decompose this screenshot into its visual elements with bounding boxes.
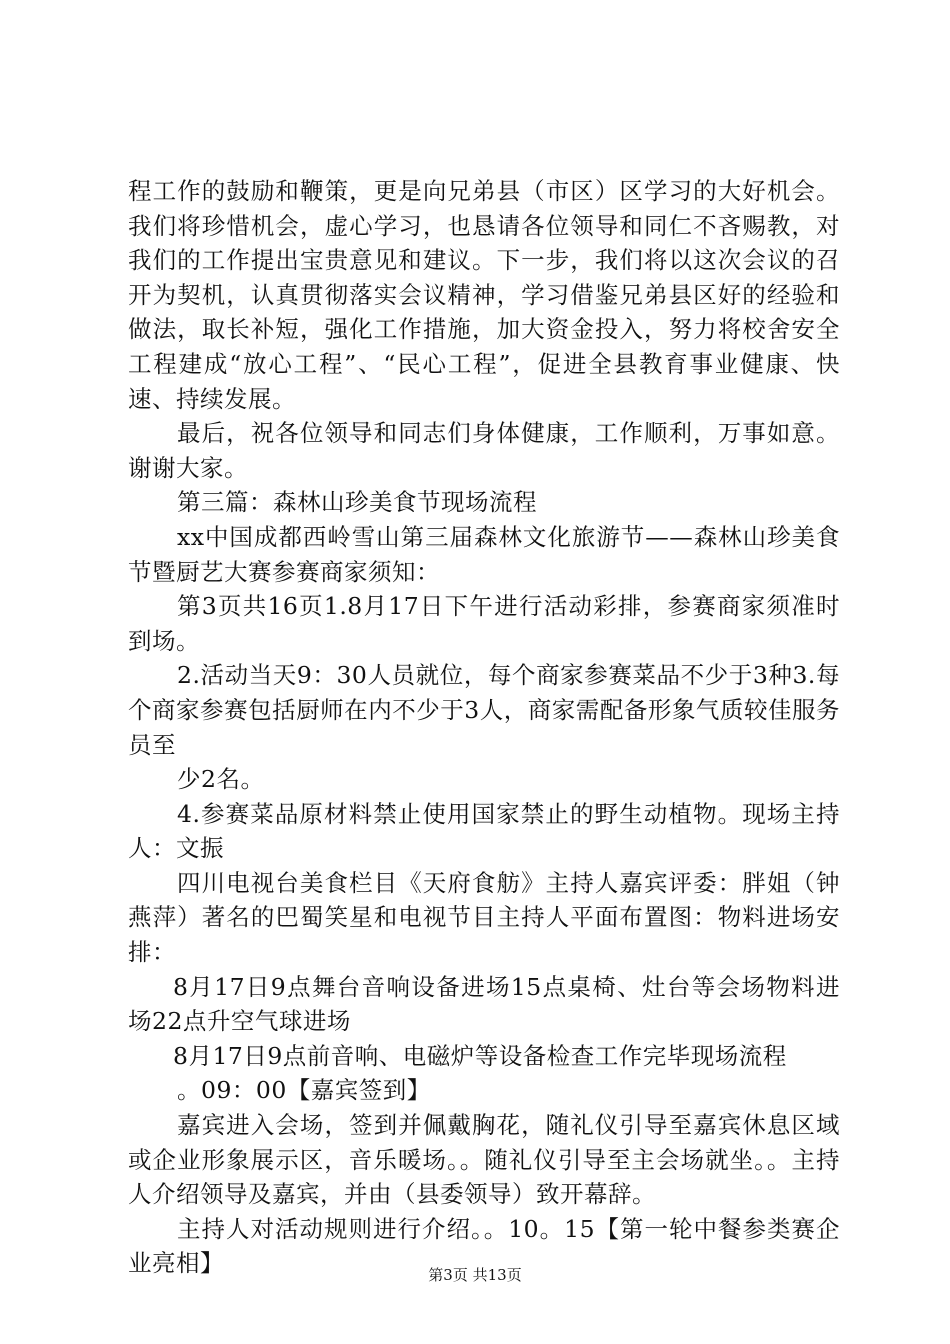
document-body — [128, 174, 840, 1281]
paragraph-closing-remarks: 程工作的鼓励和鞭策，更是向兄弟县（市区）区学习的大好机会。我们将珍惜机会，虚心学习，也恳请各位领导和同仁不吝赐教，对我们的工作提出宝贵意见和建议。下一步，我们将以这次会议的召开为契机，认真贯彻落实会议精神，学习借鉴兄弟县区好的经验和做法，取长补短，强化工作措施，加大资金投入，努力将校舍安全工程建成“放心工程”、“民心工程”，促进全县教育事业健康、快速、持续发展。 — [128, 177, 840, 413]
paragraph-guest-entry: 嘉宾进入会场，签到并佩戴胸花，随礼仪引导至嘉宾休息区域或企业形象展示区，音乐暖场。。随礼仪引导至主会场就坐。。主持人介绍领导及嘉宾，并由（县委领导）致开幕辞。 — [128, 1111, 840, 1209]
paragraph-item-2-3: 2.活动当天9：30人员就位，每个商家参赛菜品不少于3种3.每个商家参赛包括厨师在内不少于3人，商家需配备形象气质较佳服务员至 — [128, 661, 840, 759]
paragraph-material-schedule: 8月17日9点舞台音响设备进场15点桌椅、灶台等会场物料进场22点升空气球进场 — [128, 972, 840, 1036]
section-heading: 第三篇：森林山珍美食节现场流程 — [177, 488, 537, 517]
paragraph-item-3-cont: 少2名。 — [177, 765, 265, 794]
page-footer: 第3页 共13页 — [428, 1266, 522, 1284]
paragraph-notice-title: xx中国成都西岭雪山第三届森林文化旅游节——森林山珍美食节暨厨艺大赛参赛商家须知： — [128, 522, 840, 586]
paragraph-host-judges: 四川电视台美食栏目《天府食舫》主持人嘉宾评委：胖姐（钟燕萍）著名的巴蜀笑星和电视节目主持人平面布置图：物料进场安排： — [128, 868, 840, 967]
paragraph-rules-intro: 主持人对活动规则进行介绍。。10。15【第一轮中餐参类赛企业亮相】 — [128, 1214, 840, 1278]
paragraph-equipment-check: 8月17日9点前音响、电磁炉等设备检查工作完毕现场流程 — [173, 1041, 787, 1070]
paragraph-item-1: 第3页共16页1.8月17日下午进行活动彩排，参赛商家须准时到场。 — [128, 592, 840, 655]
paragraph-guest-signin-time: 。09：00【嘉宾签到】 — [177, 1076, 431, 1105]
paragraph-item-4: 4.参赛菜品原材料禁止使用国家禁止的野生动植物。现场主持人：文振 — [128, 799, 840, 863]
paragraph-final-wishes: 最后，祝各位领导和同志们身体健康，工作顺利，万事如意。谢谢大家。 — [128, 419, 840, 482]
